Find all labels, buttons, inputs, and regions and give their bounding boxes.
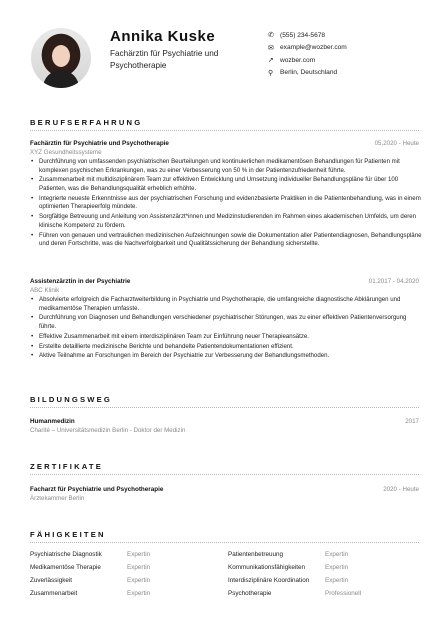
section-title-education: BILDUNGSWEG [30, 395, 112, 404]
avatar-face [52, 45, 70, 67]
person-name: Annika Kuske [110, 28, 216, 45]
experience-2-company: ABC Klinik [30, 287, 60, 294]
skill-name: Psychiatrische Diagnostik [30, 551, 102, 558]
contact-location-text: Berlin, Deutschland [280, 69, 338, 77]
section-divider [30, 542, 419, 543]
section-divider [30, 407, 419, 408]
list-item: • Effektive Zusammenarbeit mit einem interdisziplinären Team zur Einführung neuer Therapieansätze. [30, 333, 422, 342]
skill-row [30, 577, 420, 590]
list-item: • Aktive Teilnahme an Forschungen im Bereich der Psychiatrie zur Verbesserung der Behandlungsmethoden. [30, 352, 422, 361]
experience-2-title: Assistenzärztin in der Psychiatrie [30, 278, 131, 285]
email-icon: ✉ [268, 44, 274, 52]
education-institution: Charité – Universitätsmedizin Berlin - Doktor der Medizin [30, 427, 186, 434]
skill-level: Expertin [127, 577, 151, 584]
list-item: • Führen von genauen und vertraulichen medizinischen Aufzeichnungen sowie die Dokumentation aller Patientendiagnosen, Behandlungspläne und deren Fortschritte, was die Nachverfolgbarkeit und Qualitätssicherung der Behandlung sicherstellte. [30, 232, 422, 249]
certificate-issuer: Ärztekammer Berlin [30, 495, 85, 502]
contact-email-text[interactable]: example@wozber.com [280, 44, 347, 52]
list-item: • Integrierte neueste Erkenntnisse aus der psychiatrischen Forschung und evidenzbasierte Praktiken in die Patientenbehandlung, was in einem optimierten Therapieerfolg mündete. [30, 195, 422, 212]
skill-name: Interdisziplinäre Koordination [228, 577, 310, 584]
skills-grid [30, 551, 420, 603]
contact-list [268, 29, 347, 79]
contact-email [268, 42, 347, 55]
skill-row [30, 564, 420, 577]
section-title-experience: BERUFSERFAHRUNG [30, 118, 143, 127]
education-date: 2017 [405, 418, 419, 425]
skill-level: Professionell [325, 590, 362, 597]
section-divider [30, 130, 419, 131]
experience-1-company: XYZ Gesundheitssysteme [30, 149, 102, 156]
certificate-title: Facharzt für Psychiatrie und Psychotherapie [30, 486, 164, 493]
list-item: • Absolvierte erfolgreich die Facharztweiterbildung in Psychiatrie und Psychotherapie, die umfangreiche diagnostische Abklärungen und medikamentöse Therapien umfasste. [30, 296, 422, 313]
skill-level: Expertin [325, 551, 349, 558]
skill-level: Expertin [127, 590, 151, 597]
skill-level: Expertin [325, 564, 349, 571]
contact-location [268, 67, 347, 80]
section-divider [30, 474, 419, 475]
section-title-certificates: ZERTIFIKATE [30, 462, 103, 471]
skill-name: Patientenbetreuung [228, 551, 283, 558]
section-title-skills: FÄHIGKEITEN [30, 530, 106, 539]
skill-name: Psychotherapie [228, 590, 272, 597]
contact-website [268, 54, 347, 67]
skill-level: Expertin [127, 551, 151, 558]
skill-level: Expertin [127, 564, 151, 571]
education-title: Humanmedizin [30, 418, 75, 425]
skill-name: Zusammenarbeit [30, 590, 78, 597]
experience-1-bullets [30, 158, 422, 250]
list-item: • Sorgfältige Betreuung und Anleitung von Assistenzärzt*innen und Medizinstudierenden im Rahmen eines akademischen Umfelds, um deren klinische Kompetenz zu fördern. [30, 213, 422, 230]
experience-2-bullets [30, 296, 422, 362]
list-item: • Erstellte detaillierte medizinische Berichte und behandelte Patientendokumentationen effizient. [30, 343, 422, 352]
job-title: Fachärztin für Psychiatrie und Psychotherapie [110, 49, 219, 70]
experience-1-title: Fachärztin für Psychiatrie und Psychotherapie [30, 140, 169, 147]
contact-phone-text[interactable]: (555) 234-5678 [280, 31, 326, 39]
skill-name: Medikamentöse Therapie [30, 564, 101, 571]
phone-icon: ✆ [268, 32, 274, 40]
skill-row [30, 590, 420, 603]
contact-phone [268, 29, 347, 42]
resume-header [0, 0, 448, 110]
list-item: • Durchführung von Diagnosen und Behandlungen verschiedener psychiatrischer Störungen, was zu einer effektiven Patientenversorgung führte. [30, 314, 422, 331]
skill-name: Kommunikationsfähigkeiten [228, 564, 306, 571]
list-item: • Durchführung von umfassenden psychiatrischen Beurteilungen und kontinuierlichen medikamentösen Behandlungen für Patienten mit komplexen psychischen Erkrankungen, was zu einer Verbesserung von 50 % in der Patientenzufriedenheit führte. [30, 158, 422, 175]
avatar [31, 28, 91, 88]
certificate-date: 2020 - Heute [383, 486, 419, 493]
avatar-shirt [43, 70, 79, 88]
experience-2-date: 01.2017 - 04.2020 [368, 278, 419, 285]
experience-1-date: 05.2020 - Heute [374, 140, 419, 147]
contact-website-text[interactable]: wozber.com [280, 56, 316, 64]
skill-name: Zuverlässigkeit [30, 577, 72, 584]
location-icon: ⚲ [268, 69, 274, 77]
link-icon: ➚ [268, 57, 274, 65]
skill-row [30, 551, 420, 564]
list-item: • Zusammenarbeit mit multidisziplinärem Team zur effektiven Entwicklung und Umsetzung individueller Behandlungspläne für über 100 Patienten, was die Behandlungsqualität erheblich erhöhte. [30, 176, 422, 193]
skill-level: Expertin [325, 577, 349, 584]
